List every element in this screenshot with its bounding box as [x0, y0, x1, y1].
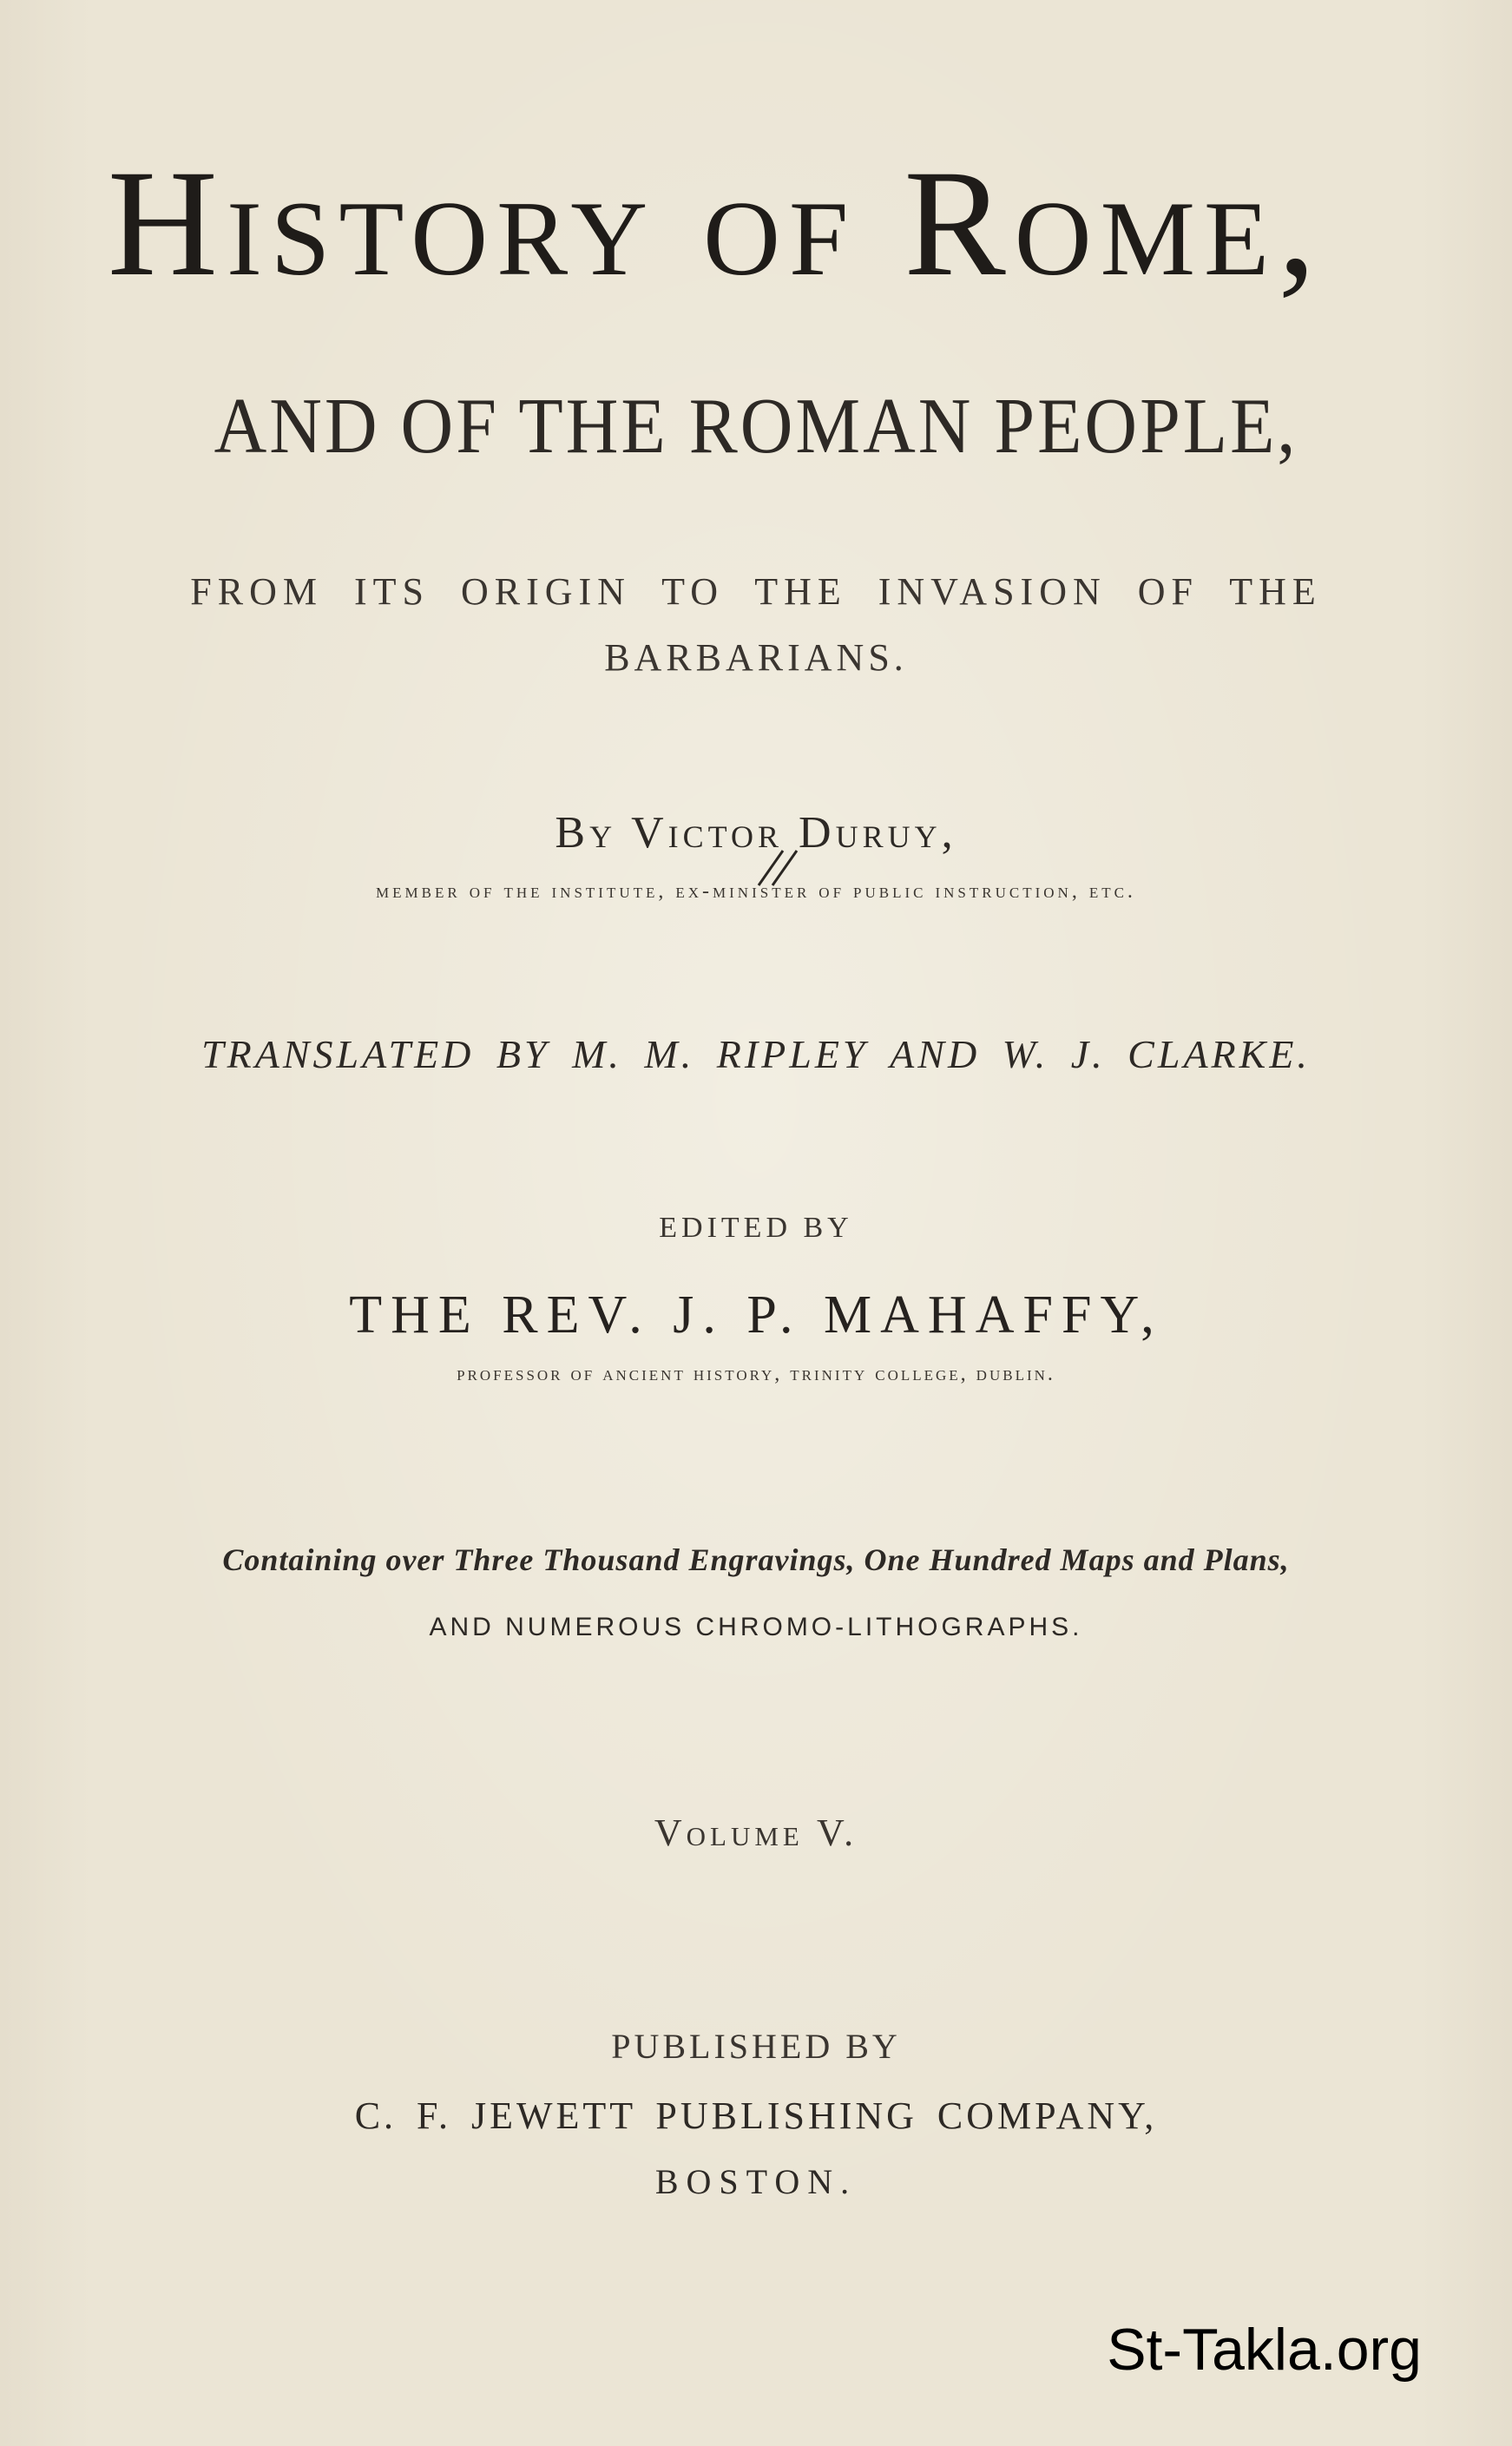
- contents-blackletter-line: Containing over Three Thousand Engravings, One Hundred Maps and Plans,: [222, 1542, 1290, 1577]
- publisher-city: BOSTON.: [654, 2162, 858, 2201]
- editor-name: THE REV. J. P. MAHAFFY,: [349, 1285, 1163, 1345]
- editor-role: professor of ancient history, trinity college, dublin.: [457, 1363, 1055, 1385]
- edited-by-label: EDITED BY: [659, 1212, 853, 1244]
- contents-line-2: AND NUMEROUS CHROMO-LITHOGRAPHS.: [429, 1613, 1083, 1641]
- scope-line-2: BARBARIANS.: [604, 636, 908, 679]
- publisher-name: C. F. JEWETT PUBLISHING COMPANY,: [354, 2094, 1158, 2137]
- scope-line-1: FROM ITS ORIGIN TO THE INVASION OF THE: [190, 570, 1322, 613]
- book-title: History of Rome,: [107, 139, 1325, 308]
- site-watermark: St-Takla.org: [1107, 2317, 1422, 2383]
- book-subtitle: AND OF THE ROMAN PEOPLE,: [214, 383, 1298, 470]
- volume-number: Volume V.: [654, 1811, 858, 1854]
- author-role: member of the institute, ex-minister of public instruction, etc.: [376, 880, 1136, 903]
- translators-line: TRANSLATED BY M. M. RIPLEY AND W. J. CLARKE.: [201, 1032, 1311, 1076]
- author-line: By Victor Duruy,: [555, 808, 957, 858]
- published-by-label: PUBLISHED BY: [611, 2027, 901, 2066]
